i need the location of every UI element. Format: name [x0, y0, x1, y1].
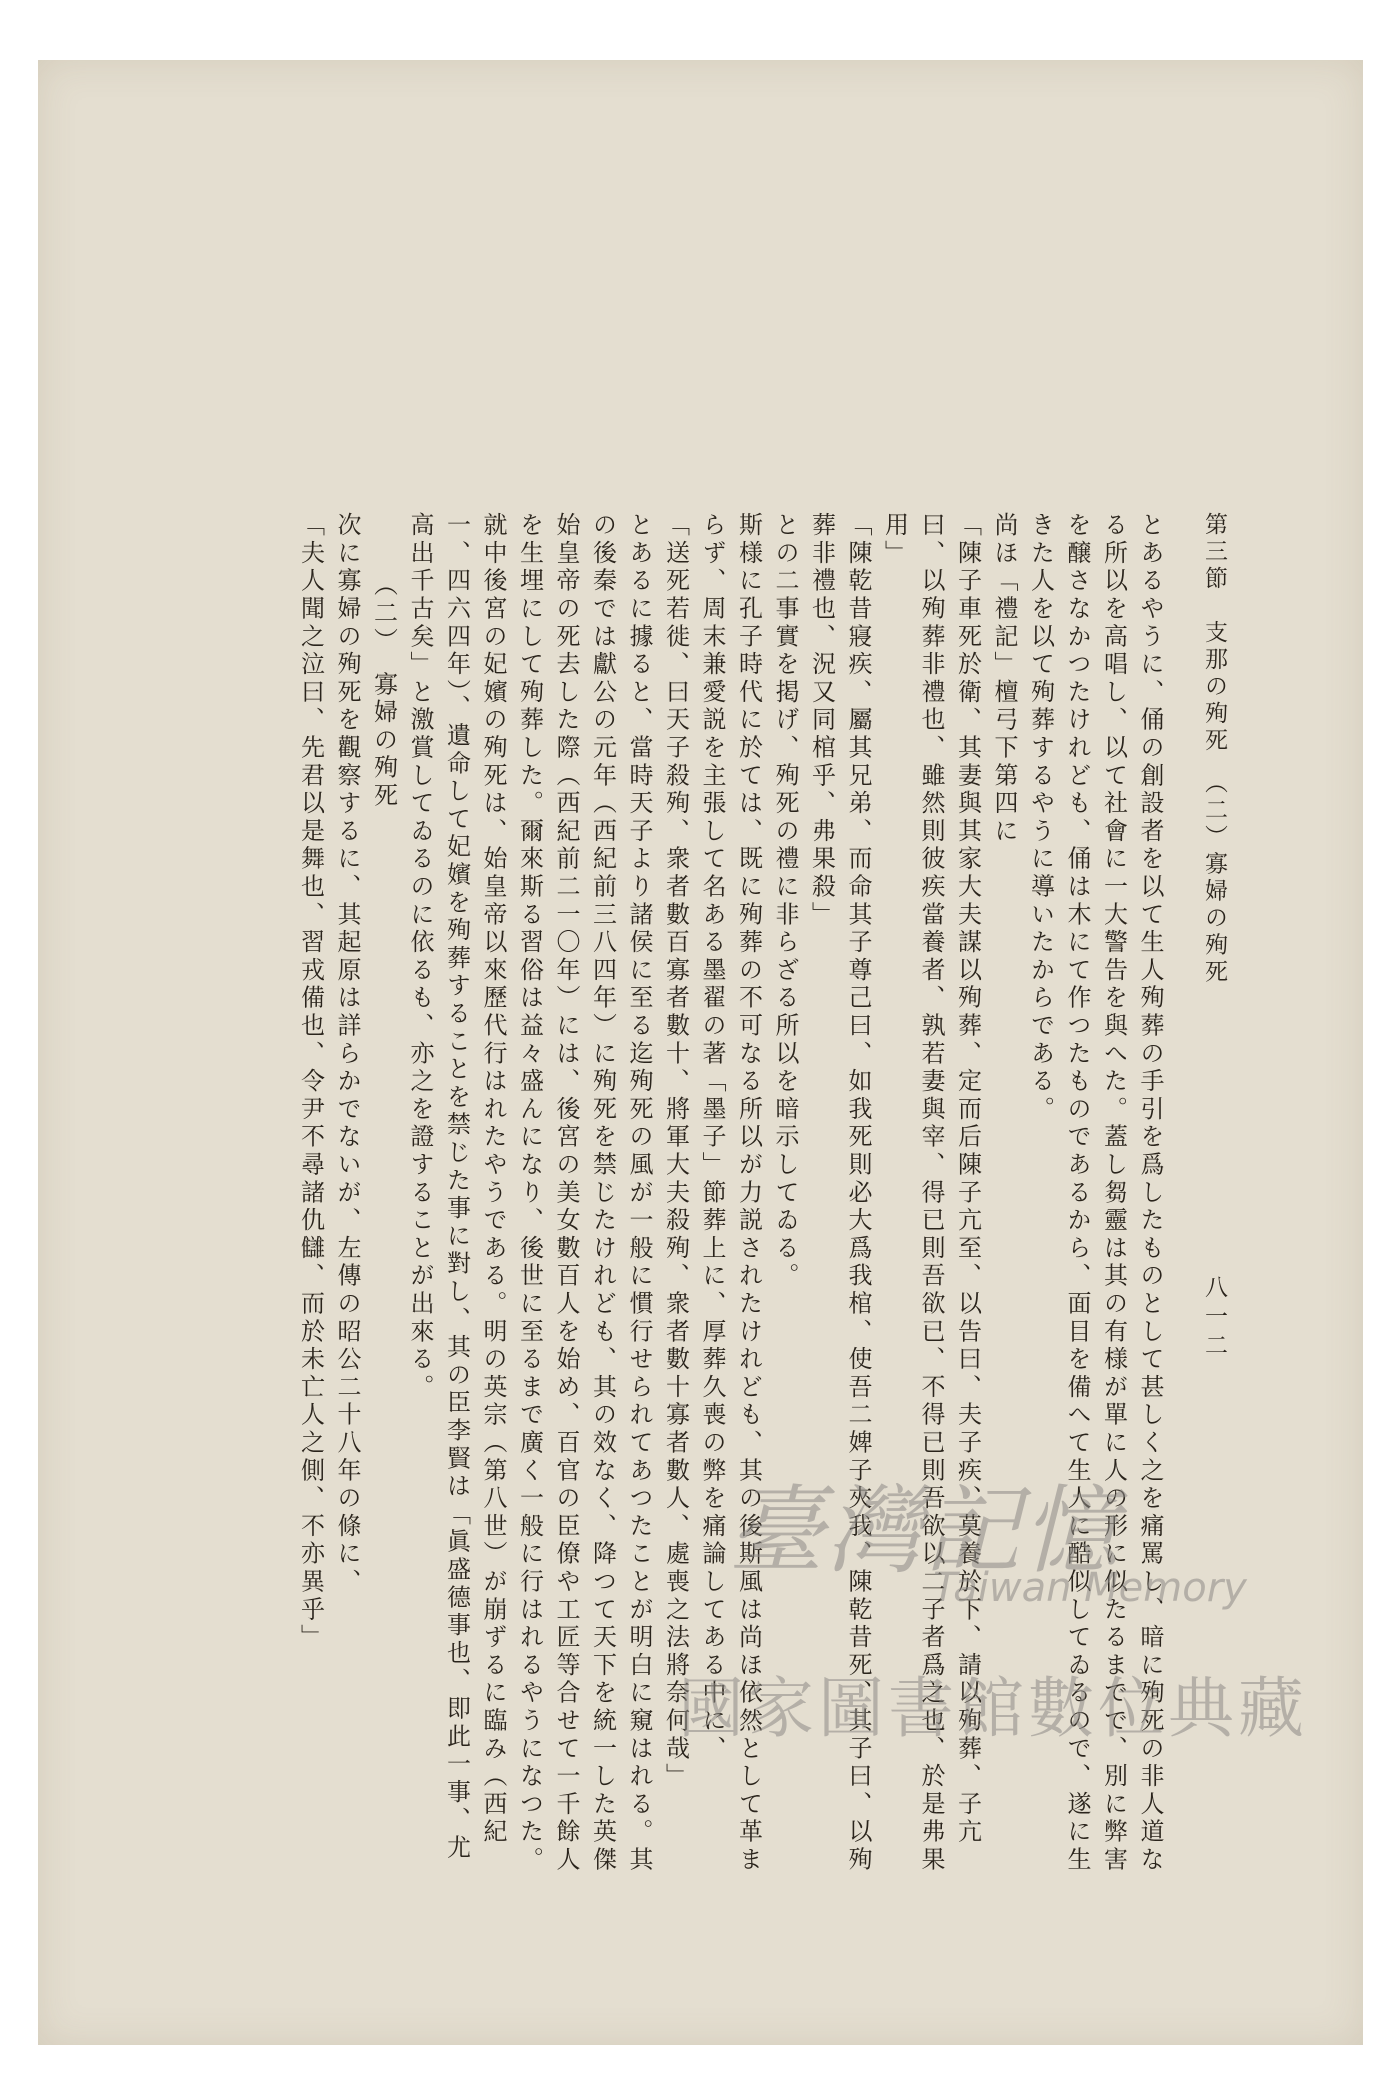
page-number: 八一二: [1201, 1275, 1227, 1362]
paragraph-2: 尚ほ「禮記」檀弓下第四に: [990, 512, 1018, 846]
running-header: 第三節 支那の殉死 （二）寡婦の殉死: [1201, 512, 1227, 987]
quotation-3: 「送死若徙、曰天子殺殉、衆者數百寡者數十、將軍大夫殺殉、衆者數十寡者數人、處喪之法將奈何哉」: [661, 512, 690, 1791]
paragraph-1: とあるやうに、俑の創設者を以て生人殉葬の手引を爲したものとして甚しく之を痛罵し、暗に殉死の非人道なる所以を高唱し、以て社會に一大警告を與へた。蓋し芻靈は其の有様が單に人の形に似たるまでで、別に弊害を醸さなかつたけれども、俑は木にて作つたものであるから、面目を備へて生人に酷似してゐるので、遂に生きた人を以て殉葬するやうに導いたからである。: [1026, 512, 1164, 1875]
quotation-4: 「夫人聞之泣曰、先君以是舞也、習戎備也、令尹不尋諸仇讎、而於未亡人之側、不亦異乎」: [296, 512, 325, 1652]
quotation-1: 「陳子車死於衛、其妻與其家大夫謀以殉葬、定而后陳子亢至、以告曰、夫子疾、莫養於下、請以殉葬、子亢曰、以殉葬非禮也、雖然則彼疾當養者、孰若妻與宰、得已則吾欲已、不得已則吾欲以二子者爲之也、於是弗果用」: [880, 512, 982, 1875]
paragraph-6: 次に寡婦の殉死を觀察するに、其起原は詳らかでないが、左傳の昭公二十八年の條に、: [333, 512, 361, 1597]
paragraph-3: との二事實を掲げ、殉死の禮に非らざる所以を暗示してゐる。: [771, 512, 799, 1291]
section-heading: （二） 寡婦の殉死: [369, 572, 398, 811]
watermark-org-text: 國家圖書館數位典藏: [678, 1670, 1308, 1747]
library-watermark: [678, 1455, 1338, 1785]
paragraph-5: とあるに據ると、當時天子より諸侯に至る迄殉死の風が一般に慣行せられてあつたことが明白に窺はれる。其の後秦では獻公の元年（西紀前三八四年）に殉死を禁じたけれども、其の效なく、降つて天下を統一した英傑始皇帝の死去した際（西紀前二一〇年）には、後宮の美女數百人を始め、百官の臣僚や工匠等合せて一千餘人を生埋にして殉葬した。爾來斯る習俗は益々盛んになり、後世に至るまで廣く一般に行はれるやうになつた。就中後宮の妃嬪の殉死は、始皇帝以來歷代行はれたやうである。明の英宗（第八世）が崩ずるに臨み（西紀一、四六四年）、遺命して妃嬪を殉葬することを禁じた事に對し、其の臣李賢は「眞盛德事也、即此一事、尤高出千古矣」と激賞してゐるのに依るも、亦之を證することが出來る。: [406, 512, 653, 1875]
quotation-2: 「陳乾昔寢疾、屬其兄弟、而命其子尊己曰、如我死則必大爲我棺、使吾二婢子夾我、陳乾昔死、其子曰、以殉葬非禮也、況又同棺乎、弗果殺」: [807, 512, 872, 1875]
watermark-latin-text: Taiwan Memory: [933, 1565, 1247, 1611]
book-page: [38, 60, 1363, 2045]
paragraph-4: 斯様に孔子時代に於ては、既に殉葬の不可なる所以が力説されたけれども、其の後斯風は尚ほ依然として革まらず、周末兼愛説を主張して名ある墨翟の著「墨子」節葬上に、厚葬久喪の弊を痛論してある中に、: [698, 512, 763, 1875]
watermark-brush-text: 臺灣記憶: [728, 1475, 1120, 1587]
